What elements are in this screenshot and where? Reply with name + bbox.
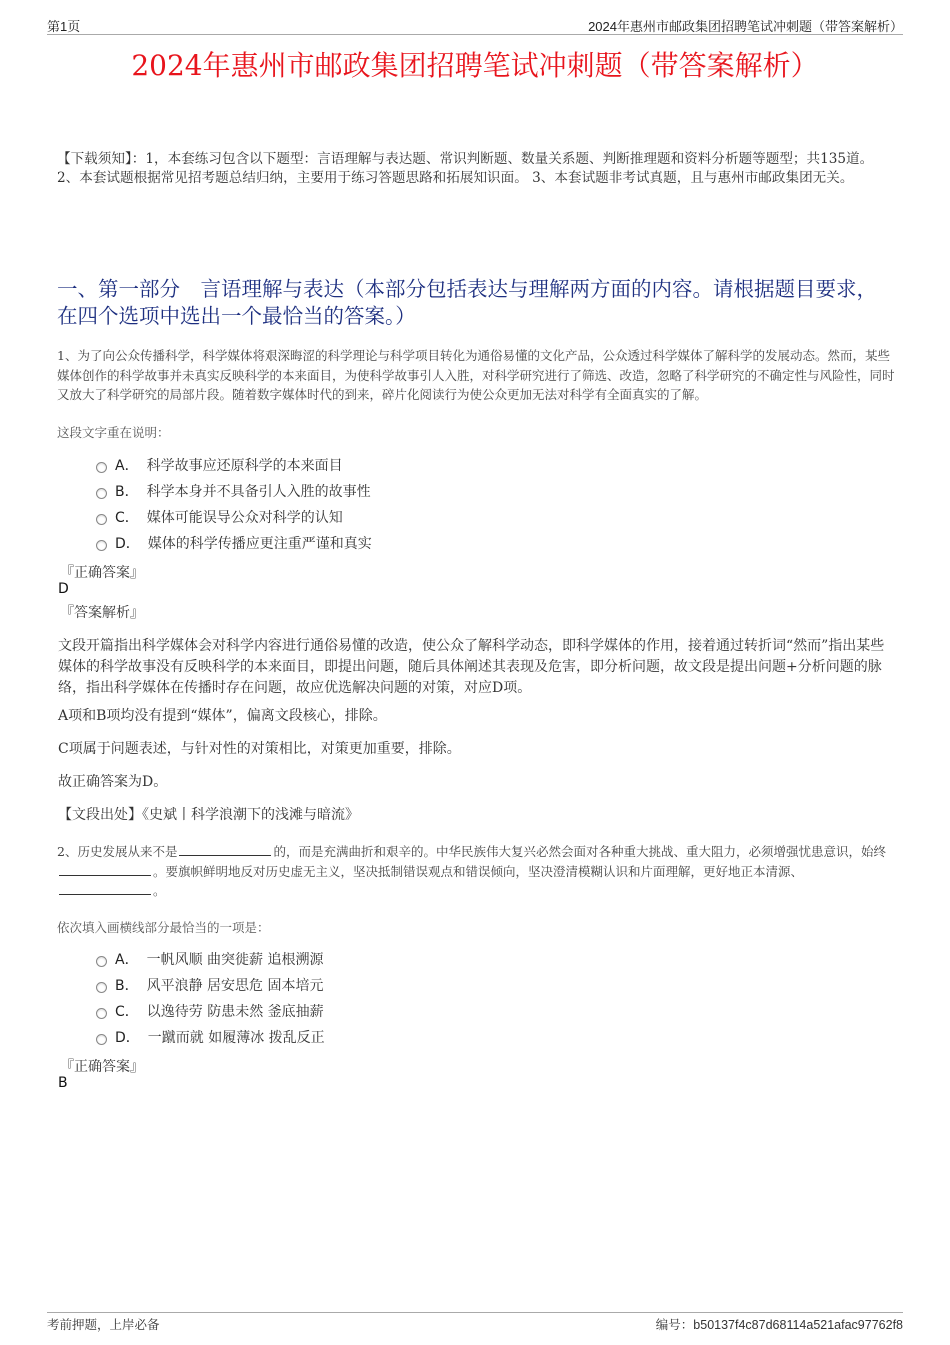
section-heading: 一、第一部分 言语理解与表达（本部分包括表达与理解两方面的内容。请根据题目要求，在四个选项中选出一个最恰当的答案。） bbox=[57, 277, 877, 328]
analysis-paragraph: A项和B项均没有提到“媒体”，偏离文段核心，排除。 bbox=[58, 708, 387, 724]
correct-answer-label: 『正确答案』 bbox=[60, 565, 144, 581]
radio-icon[interactable] bbox=[96, 1034, 107, 1045]
option-text: 一蹴而就 如履薄冰 拨乱反正 bbox=[147, 1030, 325, 1046]
correct-answer-label: 『正确答案』 bbox=[60, 1059, 144, 1075]
footer-serial: 编号：b50137f4c87d68114a521afac97762f8 bbox=[655, 1318, 903, 1332]
radio-icon[interactable] bbox=[96, 488, 107, 499]
radio-icon[interactable] bbox=[96, 956, 107, 967]
option-d[interactable]: D． 媒体的科学传播应更注重严谨和真实 bbox=[96, 530, 372, 556]
radio-icon[interactable] bbox=[96, 462, 107, 473]
document-title: 2024年惠州市邮政集团招聘笔试冲刺题（带答案解析） bbox=[131, 49, 819, 82]
option-d[interactable]: D． 一蹴而就 如履薄冰 拨乱反正 bbox=[96, 1024, 325, 1050]
question-2-prompt: 依次填入画横线部分最恰当的一项是： bbox=[57, 920, 270, 935]
option-text: 媒体可能误导公众对科学的认知 bbox=[146, 510, 343, 526]
option-text: 媒体的科学传播应更注重严谨和真实 bbox=[147, 536, 372, 552]
radio-icon[interactable] bbox=[96, 514, 107, 525]
option-text: 科学本身并不具备引人入胜的故事性 bbox=[146, 484, 371, 500]
fill-blank bbox=[59, 863, 151, 876]
analysis-paragraph: 文段开篇指出科学媒体会对科学内容进行通俗易懂的改造，使公众了解科学动态，即科学媒体的作用，接着通过转折词“然而”指出某些媒体的科学故事没有反映科学的本来面目，即提出问题，随后具体阐述其表现及危害，即分析问题，故文段是提出问题+分析问题的脉络，指出科学媒体在传播时存在问题，故应优选解决问题的对策，对应D项。 bbox=[58, 638, 885, 696]
option-text: 以逸待劳 防患未然 釜底抽薪 bbox=[146, 1004, 324, 1020]
question-1-prompt: 这段文字重在说明： bbox=[57, 425, 170, 440]
footer-slogan: 考前押题，上岸必备 bbox=[47, 1318, 160, 1332]
source-citation: 【文段出处】《史斌丨科学浪潮下的浅滩与暗流》 bbox=[58, 807, 359, 823]
analysis-label: 『答案解析』 bbox=[60, 605, 144, 621]
option-a[interactable]: A． 一帆风顺 曲突徙薪 追根溯源 bbox=[96, 946, 325, 972]
correct-answer: B bbox=[58, 1075, 68, 1091]
question-1-stem: 1、为了向公众传播科学，科学媒体将艰深晦涩的科学理论与科学项目转化为通俗易懂的文化产品，公众透过科学媒体了解科学的发展动态。然而，某些媒体创作的科学故事并未真实反映科学的本来面目，为使科学故事引人入胜，对科学研究进行了筛选、改造，忽略了科学研究的不确定性与风险性，同时又放大了科学研究的局部片段。随着数字媒体时代的到来，碎片化阅读行为使公众更加无法对科学有全面真实的了解。 bbox=[57, 348, 895, 402]
fill-blank bbox=[179, 843, 271, 856]
option-text: 一帆风顺 曲突徙薪 追根溯源 bbox=[146, 952, 324, 968]
option-text: 风平浪静 居安思危 固本培元 bbox=[146, 978, 324, 994]
question-2-options bbox=[96, 946, 325, 1050]
option-b[interactable]: B． 科学本身并不具备引人入胜的故事性 bbox=[96, 478, 372, 504]
radio-icon[interactable] bbox=[96, 1008, 107, 1019]
fill-blank bbox=[59, 882, 151, 895]
option-b[interactable]: B． 风平浪静 居安思危 固本培元 bbox=[96, 972, 325, 998]
analysis-paragraph: C项属于问题表述，与针对性的对策相比，对策更加重要，排除。 bbox=[58, 741, 461, 757]
correct-answer: D bbox=[58, 581, 69, 597]
page-number: 第1页 bbox=[47, 19, 81, 34]
analysis-paragraph: 故正确答案为D。 bbox=[58, 774, 168, 790]
download-notice: 【下载须知】：1，本套练习包含以下题型：言语理解与表达题、常识判断题、数量关系题、判断推理题和资料分析题等题型；共135道。 2、本套试题根据常见招考题总结归纳，主要用于练习答题思路和拓展知识面。 3、本套试题非考试真题，且与惠州市邮政集团无关。 bbox=[57, 151, 874, 186]
question-2-stem: 2、历史发展从来不是 的，而是充满曲折和艰辛的。中华民族伟大复兴必然会面对各种重大挑战、重大阻力，必须增强忧患意识，始终。要旗帜鲜明地反对历史虚无主义，坚决抵制错误观点和错误倾向，坚决澄清模糊认识和片面理解，更好地正本清源、。 bbox=[57, 844, 886, 898]
radio-icon[interactable] bbox=[96, 540, 107, 551]
page-footer bbox=[47, 1312, 903, 1332]
option-c[interactable]: C． 以逸待劳 防患未然 釜底抽薪 bbox=[96, 998, 325, 1024]
radio-icon[interactable] bbox=[96, 982, 107, 993]
option-c[interactable]: C． 媒体可能误导公众对科学的认知 bbox=[96, 504, 372, 530]
header-doc-title: 2024年惠州市邮政集团招聘笔试冲刺题（带答案解析） bbox=[588, 19, 903, 34]
option-a[interactable]: A． 科学故事应还原科学的本来面目 bbox=[96, 452, 372, 478]
page-header bbox=[47, 14, 903, 35]
question-1-options bbox=[96, 452, 372, 556]
option-text: 科学故事应还原科学的本来面目 bbox=[146, 458, 343, 474]
